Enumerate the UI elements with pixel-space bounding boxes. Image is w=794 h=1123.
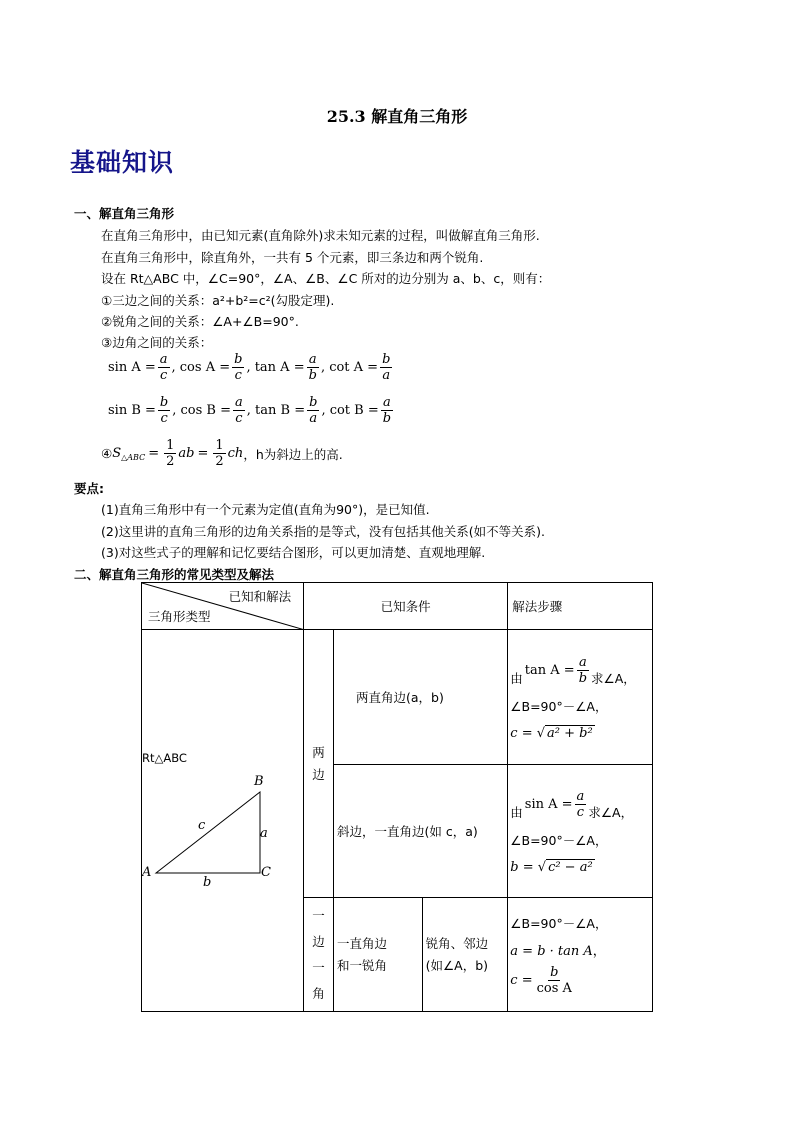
group-one-side-one-angle: 一边一角 (304, 898, 334, 1012)
tanB-label: , tan B = (246, 403, 306, 418)
triangle-label: Rt△ABC (142, 751, 187, 765)
section2-title: 二、解直角三角形的常见类型及解法 (74, 567, 275, 582)
formula-row-B (108, 395, 395, 426)
triangle-cell (142, 630, 304, 1012)
diag-bottom-label: 三角形类型 (148, 609, 211, 624)
solution-types-table (141, 582, 653, 1012)
triangle-diagram (142, 630, 305, 1010)
cotB-label: , cot B = (321, 403, 379, 418)
steps-cell: 由 sin A = $\frac{a}{c}$ 求∠A， ∠B=90°－∠A， b = √ c² − a² (508, 765, 653, 898)
fraction: $\frac{a}{c}$ (159, 352, 168, 383)
paragraph: ①三边之间的关系：a²+b²=c²(勾股定理). (101, 293, 335, 308)
fraction: $\frac{a}{c}$ (235, 395, 243, 426)
group-two-sides: 两边 (304, 630, 334, 898)
condition-cell: 锐角、邻边 (如∠A，b) (422, 898, 508, 1012)
cotA-label: , cot A = (320, 360, 379, 375)
diagonal-header-cell (142, 583, 304, 630)
paragraph: 在直角三角形中，除直角外，一共有 5 个元素，即三条边和两个锐角. (101, 250, 484, 265)
area-formula: ④ S △ABC = $\frac{1}{2}$ ab = $\frac{1}{2}$ ch ，h为斜边上的高. (101, 438, 343, 469)
cosA-label: , cos A = (171, 360, 231, 375)
sinB-label: sin B = (108, 403, 156, 418)
condition-cell: 斜边，一直角边(如 c，a) (333, 765, 507, 898)
fraction: $\frac{b}{c}$ (234, 352, 243, 383)
cosB-label: , cos B = (172, 403, 232, 418)
side-a: a (260, 826, 268, 841)
fraction: $\frac{b}{a}$ (309, 395, 318, 426)
diag-top-label: 已知和解法 (228, 589, 292, 604)
fraction: $\frac{b}{c}$ (159, 395, 169, 426)
side-b: b (203, 875, 212, 890)
fraction: $\frac{a}{b}$ (308, 352, 317, 383)
paragraph: 在直角三角形中，由已知元素(直角除外)求未知元素的过程，叫做解直角三角形. (101, 228, 540, 243)
key-points-title: 要点: (74, 481, 104, 496)
condition-cell: 两直角边(a，b) (333, 630, 507, 765)
paragraph: 设在 Rt△ABC 中，∠C=90°，∠A、∠B、∠C 所对的边分别为 a、b、c，则有： (101, 271, 551, 286)
side-c: c (198, 818, 206, 833)
formula-row-A (108, 352, 394, 383)
condition-cell: 一直角边 和一锐角 (333, 898, 422, 1012)
vertex-B: B (254, 774, 264, 789)
steps-cell: 由 tan A = $\frac{a}{b}$ 求∠A， ∠B=90°－∠A， c = √ a² + b² (508, 630, 653, 765)
paragraph: ②锐角之间的关系：∠A+∠B=90°. (101, 314, 299, 329)
fraction: $\frac{b}{a}$ (382, 352, 391, 383)
key-point-item: (1)直角三角形中有一个元素为定值(直角为90°)，是已知值. (101, 502, 430, 517)
table-row (142, 630, 653, 765)
fraction: $\frac{1}{2}$ (215, 438, 224, 469)
conditions-header: 已知条件 (304, 583, 508, 630)
sinA-label: sin A = (108, 360, 156, 375)
key-point-item: (2)这里讲的直角三角形的边角关系指的是等式，没有包括其他关系(如不等关系). (101, 524, 545, 539)
steps-cell: ∠B=90°－∠A， a = b · tan A， c = $\frac{b}{\text{cos A}}$ (508, 898, 653, 1012)
paragraph: ③边角之间的关系： (101, 335, 213, 350)
key-point-item: (3)对这些式子的理解和记忆要结合图形，可以更加清楚、直观地理解. (101, 545, 486, 560)
page-title: 25.3 解直角三角形 (326, 107, 468, 126)
vertex-C: C (261, 865, 271, 880)
fraction: $\frac{1}{2}$ (166, 438, 175, 469)
section-heading: 基础知识 (70, 148, 175, 177)
table-header-row (142, 583, 653, 630)
tanA-label: , tan A = (246, 360, 305, 375)
vertex-A: A (142, 865, 152, 880)
steps-header: 解法步骤 (508, 583, 653, 630)
fraction: $\frac{a}{b}$ (382, 395, 392, 426)
section1-title: 一、解直角三角形 (74, 206, 175, 221)
